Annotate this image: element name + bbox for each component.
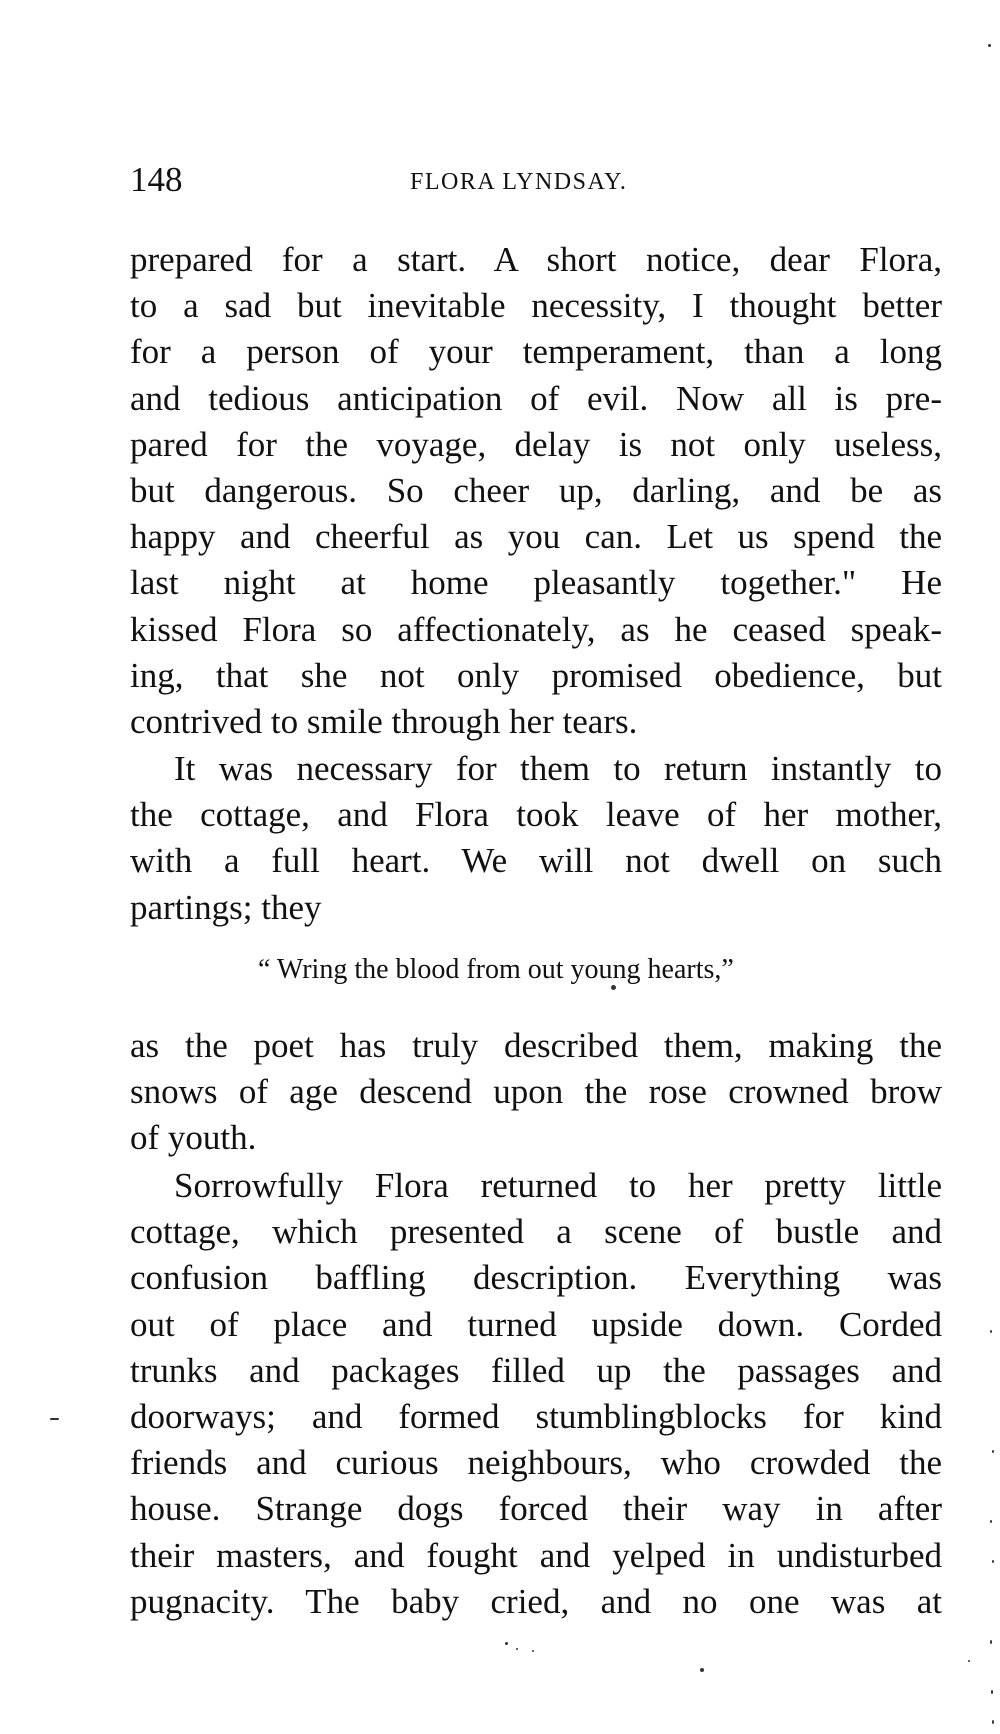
verse-quotation: “ Wring the blood from out young hearts,” [258,954,734,985]
text-line: confusion baffling description. Everything was [130,1258,942,1298]
scan-speck [505,1642,508,1645]
scan-speck [50,1418,59,1420]
scan-speck [991,1690,993,1694]
paragraph-3 [130,1023,942,1162]
page-number: 148 [130,160,183,199]
text-line: for a person of your temperament, than a long [130,332,942,372]
scan-speck [990,1330,992,1333]
text-line: pugnacity. The baby cried, and no one was at [130,1581,942,1621]
text-line: of youth. [130,1118,257,1158]
text-line: house. Strange dogs forced their way in after [130,1489,942,1529]
scan-speck [968,1660,970,1662]
text-line: cottage, which presented a scene of bustle and [130,1212,942,1252]
text-line: doorways; and formed stumblingblocks for kind [130,1396,942,1436]
scan-speck [992,1560,994,1563]
page-header [130,158,942,202]
running-head: FLORA LYNDSAY. [410,169,628,195]
text-line: contrived to smile through her tears. [130,701,638,741]
scan-speck [990,1640,992,1644]
paragraph-4 [130,1163,942,1625]
text-line: trunks and packages filled up the passages and [130,1350,942,1390]
text-line: friends and curious neighbours, who crowded the [130,1443,942,1483]
text-line: snows of age descend upon the rose crowned brow [130,1072,942,1112]
text-line: pared for the voyage, delay is not only useless, [130,424,942,464]
scan-speck [700,1668,704,1672]
text-line: with a full heart. We will not dwell on such [130,841,942,881]
text-line: but dangerous. So cheer up, darling, and be as [130,470,942,510]
text-line: and tedious anticipation of evil. Now all is pre- [130,378,942,418]
text-line: out of place and turned upside down. Corded [130,1304,942,1344]
scan-speck [992,1720,994,1724]
scan-speck [516,1648,518,1650]
text-line: partings; they [130,887,322,927]
scan-speck [988,44,991,47]
paragraph-2 [130,746,942,931]
paragraph-1 [130,237,942,745]
text-line: to a sad but inevitable necessity, I thought better [130,286,942,326]
text-line: last night at home pleasantly together." He [130,563,942,603]
text-line: It was necessary for them to return instantly to [174,749,942,788]
text-line: Sorrowfully Flora returned to her pretty little [174,1166,942,1205]
text-line: prepared for a start. A short notice, dear Flora, [130,240,942,279]
scan-speck [532,1650,534,1652]
scan-speck [992,1450,994,1453]
text-line: as the poet has truly described them, making the [130,1026,942,1065]
scan-speck [611,985,616,990]
text-line: their masters, and fought and yelped in undisturbed [130,1535,942,1575]
text-line: happy and cheerful as you can. Let us spend the [130,517,942,557]
text-line: ing, that she not only promised obedience, but [130,655,942,695]
text-line: the cottage, and Flora took leave of her mother, [130,795,942,835]
scan-speck [990,1520,992,1523]
text-line: kissed Flora so affectionately, as he ceased speak- [130,609,942,649]
